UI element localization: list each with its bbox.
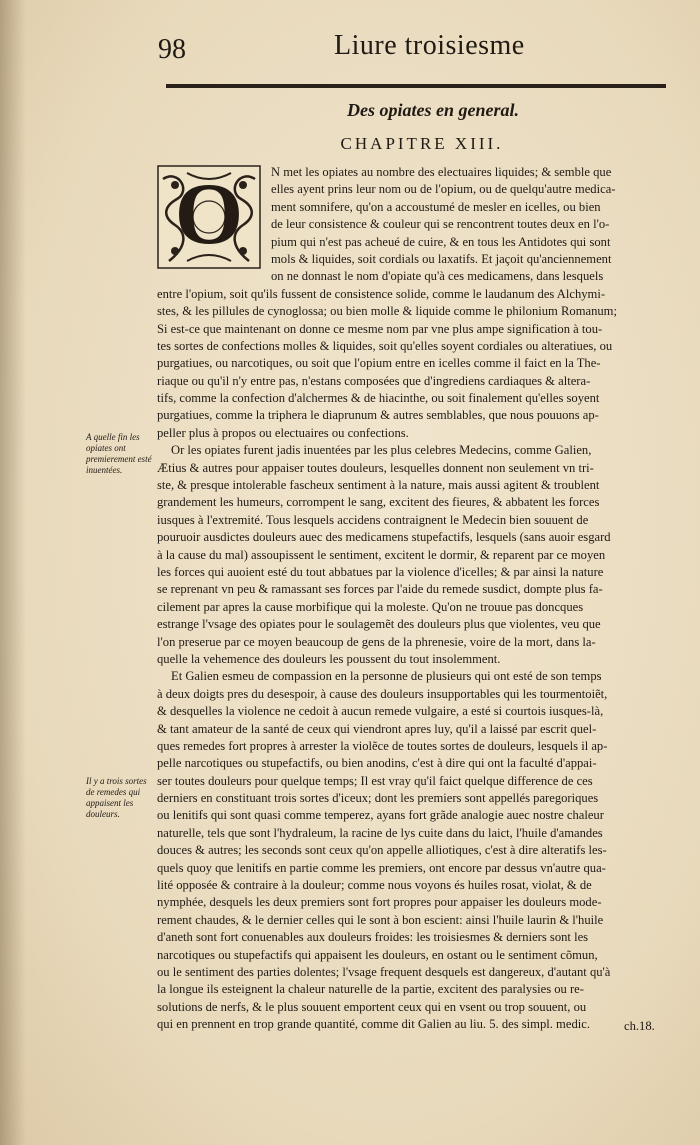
text-line: cilement par apres la cause morbifique qui la moleste. Qu'on ne trouue pas doncques [157, 599, 584, 614]
text-line: nymphée, desquels les deux premiers sont fort propres pour appaiser les douleurs mode- [157, 895, 602, 910]
text-line: Et Galien esmeu de compassion en la personne de plusieurs qui ont esté de son temps [171, 669, 602, 684]
text-line: ques remedes fort propres à arrester la violẽce de toutes sortes de douleurs, lesquels il ap- [157, 738, 608, 753]
chapter-number: CHAPITRE XIII. [340, 134, 504, 153]
text-line: purgatiues, ou narcotiques, ou soit que l'opium entre en icelles comme il faict en la The- [157, 356, 601, 371]
text-line: lité opposée & contraire à la douleur; comme nous voyons és huiles rosat, violat, & de [157, 878, 592, 893]
text-line: tifs, comme la confection d'alchermes & de hiacinthe, ou soit finalement qu'elles soyent [157, 391, 600, 406]
text-line: Or les opiates furent jadis inuentées par les plus celebres Medecins, comme Galien, [171, 443, 592, 458]
text-line: ste, & presque intolerable fascheux sentiment à la nature, mais aussi agitent & troublent [157, 478, 600, 493]
text-line: N met les opiates au nombre des electuaires liquides; & semble que [271, 165, 612, 179]
text-line: Si est-ce que maintenant on donne ce mesme nom par vne plus ampe signification à tou- [157, 321, 603, 336]
text-line: elles ayent prins leur nom ou de l'opium, ou de quelqu'autre medica- [271, 182, 616, 197]
text-line: d'aneth sont fort conuenables aux douleurs froides: les troisiesmes & derniers sont les [157, 930, 589, 945]
text-line: entre l'opium, soit qu'ils fussent de consistence solide, comme le laudanum des Alchymi- [157, 286, 606, 301]
margin-note: Il y a trois sortes de remedes qui appaisent les douleurs. [86, 776, 147, 819]
text-line: ser toutes douleurs pour quelque temps; Il est vray qu'il faict quelque difference de ces [157, 773, 593, 788]
text-line: douces & autres; les seconds sont ceux qu'on appelle alliotiques, c'est à dire alteratifs les- [157, 843, 607, 858]
header-rule [166, 84, 666, 88]
page-number: 98 [158, 34, 186, 65]
text-line: l'on preserue par ce moyen beaucoup de gens de la phrenesie, voire de la mort, dans la- [157, 634, 596, 649]
text-line: mols & liquides, soit cordials ou laxatifs. Et jaçoit qu'anciennement [271, 251, 612, 266]
text-line: de leur consistence & couleur qui se rencontrent toutes deux en l'o- [271, 217, 610, 232]
text-line: purgatiues, comme la triphera le diaprunum & autres semblables, que nous pouuons ap- [157, 408, 599, 423]
spine-shadow [0, 0, 26, 1145]
text-line: pium qui n'est pas acheué de cuire, & en tous les Antidotes qui sont [271, 234, 611, 249]
text-line: les forces qui auoient esté du tout abbatues par la violence d'icelles; & par ainsi la nature [157, 564, 604, 579]
text-line: quelle la vehemence des douleurs les poussent du tout insolemment. [157, 651, 501, 666]
text-line: derniers en constituant trois sortes d'iceux; dont les premiers sont appellés paregoriques [157, 791, 599, 806]
text-line: riaque ou qu'il n'y entre pas, n'estans composées que d'ingrediens cardiaques & altera- [157, 373, 591, 388]
ornamental-dropcap [157, 165, 261, 269]
text-line: peller plus à propos ou electuaires ou confections. [157, 425, 409, 440]
text-line: & tant amateur de la santé de ceux qui viendront apres luy, qu'il a laissé par escrit quel- [157, 721, 597, 736]
text-line: narcotiques ou stupefactifs qui appaisent les douleurs, en ostant ou le sentiment cõmun, [157, 947, 598, 962]
text-line: rement chaudes, & le dernier celles qui le sont à bon escient: ainsi l'huile laurin & l'huile [157, 912, 604, 927]
text-line: quels quoy que lenitifs en partie comme les premiers, ont encore par dessus vn'autre qua- [157, 860, 606, 875]
text-line: naturelle, tels que sont l'hydraleum, la racine de lys cuite dans du laict, l'huile d'amandes [157, 825, 603, 840]
text-line: pelle narcotiques ou stupefactifs, ou bien anodins, c'est à dire qui ont la faculté d'appai- [157, 756, 597, 771]
text-line: à la cause du mal) assoupissent le sentiment, excitent le dormir, & reparent par ce moyen [157, 547, 606, 562]
text-line: estrange l'vsage des opiates pour le soulagemẽt des douleurs plus que violentes, veu que [157, 617, 601, 632]
dropcap-letter: O [174, 166, 244, 263]
body-text [157, 164, 667, 1034]
text-line: ou le sentiment des parties dolentes; l'vsage frequent desquels est dangereux, d'autant qu'à [157, 964, 611, 979]
text-line: & desquelles la violence ne cedoit à aucun remede vulgaire, a esté si courtois iusques-là, [157, 704, 604, 719]
text-line: grandement les humeurs, corrompent le sang, excitent des fieures, & abbatent les forces [157, 495, 600, 510]
text-line: la longue ils esteignent la chaleur naturelle de la partie, excitent des paralysies ou re- [157, 982, 584, 997]
catchword: ch.18. [624, 1019, 655, 1033]
text-line: ment somnifere, qu'on a accoustumé de mesler en icelles, ou bien [271, 199, 601, 214]
text-line: se reprenant vn peu & ramassant ses forces par l'aide du remede susdict, dompte plus fa- [157, 582, 603, 597]
running-title: Liure troisiesme [334, 30, 525, 61]
text-line: à deux doigts pres du desespoir, à cause des douleurs insupportables qui les tourmentoiẽt, [157, 686, 608, 701]
margin-note: A quelle fin les opiates ont premierement esté inuentées. [86, 432, 152, 475]
text-line: on ne donnast le nom d'opiate qu'à ces medicamens, dans lesquels [271, 269, 604, 284]
text-line: pouruoir ausdictes douleurs auec des medicamens stupefactifs, lesquels (sans auoir esgard [157, 530, 611, 545]
text-line: ou lenitifs qui sont quasi comme temperez, ayans fort grãde analogie auec nostre chaleur [157, 808, 604, 823]
text-line: Ætius & autres pour appaiser toutes douleurs, lesquelles donnent non seulement vn tri- [157, 460, 594, 475]
text-line: tes sortes de confections molles & liquides, soit qu'elles soyent cordiales ou alteratiues, ou [157, 338, 613, 353]
chapter-title: Des opiates en general. [347, 100, 519, 120]
text-line: iusques à l'extremité. Tous lesquels accidens contraignent le Medecin bien souuent de [157, 512, 589, 527]
text-line: qui en prennent en trop grande quantité, comme dit Galien au liu. 5. des simpl. medic. [157, 1017, 590, 1032]
text-line: stes, & les pillules de cynoglossa; ou bien molle & liquide comme le philonium Romanum; [157, 304, 617, 319]
text-line: solutions de nerfs, & le plus souuent emportent ceux qui en vsent ou trop souuent, ou [157, 999, 587, 1014]
